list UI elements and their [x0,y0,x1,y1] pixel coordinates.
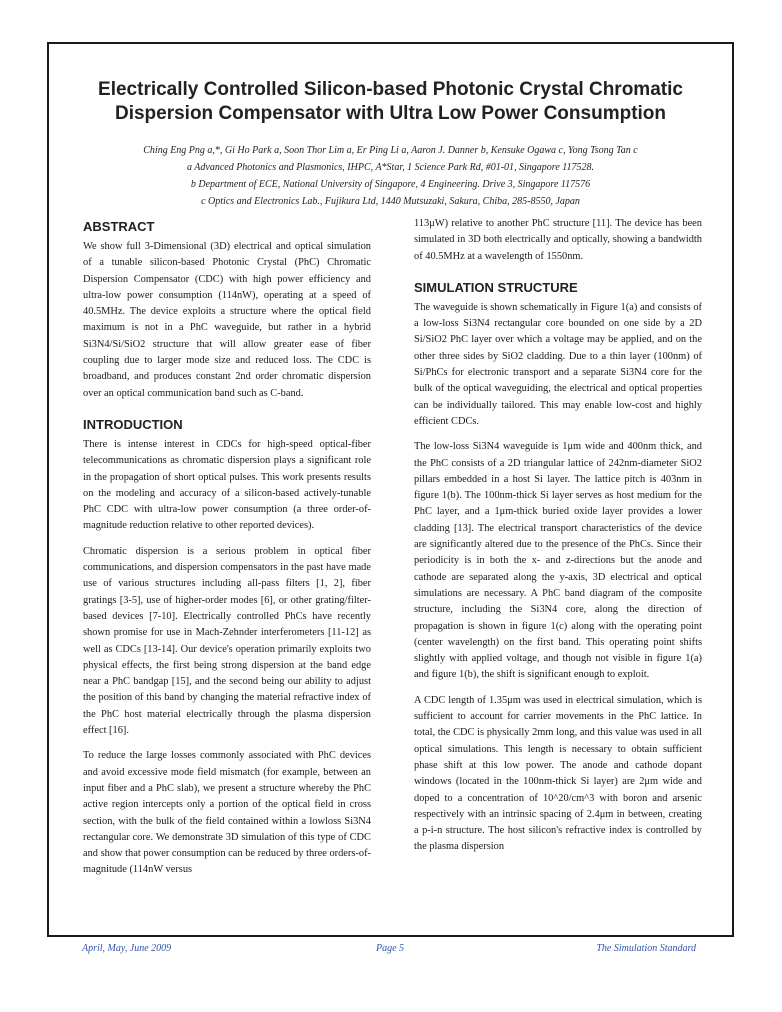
intro-continued: 113μW) relative to another PhC structure [11]. The device has been simulated in 3D both electrically and optically, showing a bandwidth of 40.5MHz at a wavelength of 1550nm. [414,218,702,262]
affiliation-a: a Advanced Photonics and Plasmonics, IHPC, A*Star, 1 Science Park Rd, #01-01, Singapore 117528. [186,162,595,173]
author-names: Ching Eng Png a,*, Gi Ho Park a, Soon Thor Lim a, Er Ping Li a, Aaron J. Danner b, Kensuke Ogawa c, Yong Tsong Tan c [143,145,638,156]
abstract-text: We show full 3-Dimensional (3D) electrical and optical simulation of a tunable silicon-based Photonic Crystal (PhC) Chromatic Dispersion Compensator (CDC) with high power efficiency and ultra-low power consumption (114nW), operating at a speed of 40.5MHz. The device exploits a structure where the optical field maximum is not in a PhC waveguide, but rather in a hybrid Si3N4/Si/SiO2 structure that will allow greater ease of fiber coupling due to larger mode size and reduced loss. The CDC is broadband, and produces constant 2nd order chromatic dispersion over an optical communication band such as C-band. [83,241,371,399]
page-frame [47,42,734,937]
left-column [83,218,371,888]
title-line-2: Dispersion Compensator with Ultra Low Power Consumption [114,103,667,124]
right-column [414,216,702,865]
introduction-heading: INTRODUCTION [83,416,183,432]
intro-paragraph-3: To reduce the large losses commonly associated with PhC devices and avoid excessive mode field mismatch (for example, between an input fiber and a PhC slab), we present a structure whereby the PhC active region intercepts only a portion of the optical field in cross section, with the bulk of the field contained within a lowloss Si3N4 rectangular core. We demonstrate 3D simulation of this type of CDC and show that power consumption can be reduced by three orders-of-magnitude (114nW versus [83,750,371,876]
intro-paragraph-2: Chromatic dispersion is a serious problem in optical fiber communications, and dispersion compensators in the past have made use of various structures including all-pass filters [1, 2], fiber gratings [3-5], use of higher-order modes [6], or other grating/filter-based devices [7-10]. Electrically controlled PhCs have recently shown promise for use in Mach-Zehnder interferometers [11-12] as well as CDCs [13-14]. Our device's operation primarily exploits two physical effects, the first being strong dispersion at the band edge near a PhC bandgap [15], and the second being our ability to adjust the position of this band by changing the material refractive index of the PhC host material electrically through the plasma dispersion effect [16]. [83,545,371,737]
footer-publication: The Simulation Standard [596,943,696,954]
footer-page-number: Page 5 [376,943,405,954]
footer-date: April, May, June 2009 [82,943,172,954]
affiliation-c: c Optics and Electronics Lab., Fujikura Ltd, 1440 Mutsuzaki, Sakura, Chiba, 285-8550, Japan [201,196,580,207]
affiliation-b: b Department of ECE, National University of Singapore, 4 Engineering. Drive 3, Singapore 117576 [190,179,591,190]
sim-paragraph-2: The low-loss Si3N4 waveguide is 1μm wide and 400nm thick, and the PhC consists of a 2D triangular lattice of 242nm-diameter SiO2 pillars embedded in a host Si layer. The lattice pitch is 403nm in figure 1(b). The 100nm-thick Si layer serves as host medium for the PhC layer, and a 1μm-thick buried oxide layer provides a lower cladding [13]. The electrical transport characteristics of the device are significantly altered due to the presence of the PhCs. Since their periodicity is in both the x- and z-directions but the anode and cathode are separated along the y-axis, 3D electrical and optical simulations are necessary. A PhC band diagram of the composite structure, including the Si3N4 core, along the direction of propagation is shown in figure 1(c) along with the operating point (center wavelength) on the first band. This operating point shifts slightly with applied voltage, and though not visible in figure 1(a) and figure 1(b), the shift is significant enough to exploit. [414,441,702,681]
sim-paragraph-1: The waveguide is shown schematically in Figure 1(a) and consists of a low-loss Si3N4 rectangular core bounded on one side by a 2D Si/SiO2 PhC layer over which a voltage may be applied, and on the other three sides by SiO2 cladding. Due to a thin layer (100nm) of Si/PhCs for electronic transport and a separate Si3N4 core for the bulk of the optical waveguiding, the electrical and optical properties can be individually tailored. This may enable low-cost and highly efficient CDCs. [414,301,702,427]
abstract-heading: ABSTRACT [83,219,155,234]
sim-paragraph-3: A CDC length of 1.35μm was used in electrical simulation, which is sufficient to account for carrier movements in the PhC lattice. In total, the CDC is physically 2mm long, and this value was used in all optical simulations. This length is necessary to obtain sufficient phase shift at this low power. The anode and cathode dopant windows (located in the 100nm-thick Si layer) are 2μm wide and doped to a concentration of 10^20/cm^3 with boron and arsenic respectively with an intrinsic spacing of 2.4μm in between, creating a p-i-n structure. The host silicon's refractive index is controlled by the plasma dispersion [414,694,702,853]
author-block [49,142,732,210]
paper-title [49,78,732,126]
title-line-1: Electrically Controlled Silicon-based Photonic Crystal Chromatic [98,79,683,100]
intro-paragraph-1: There is intense interest in CDCs for high-speed optical-fiber telecommunications as chromatic dispersion plays a significant role in the propagation of short optical pulses. This work presents results on the modeling and accuracy of a silicon-based actively-tunable PhC CDC with ultra-low power consumption (a three order-of-magnitude reduction relative to other reported devices). [83,438,371,532]
simulation-structure-heading: SIMULATION STRUCTURE [414,279,578,295]
